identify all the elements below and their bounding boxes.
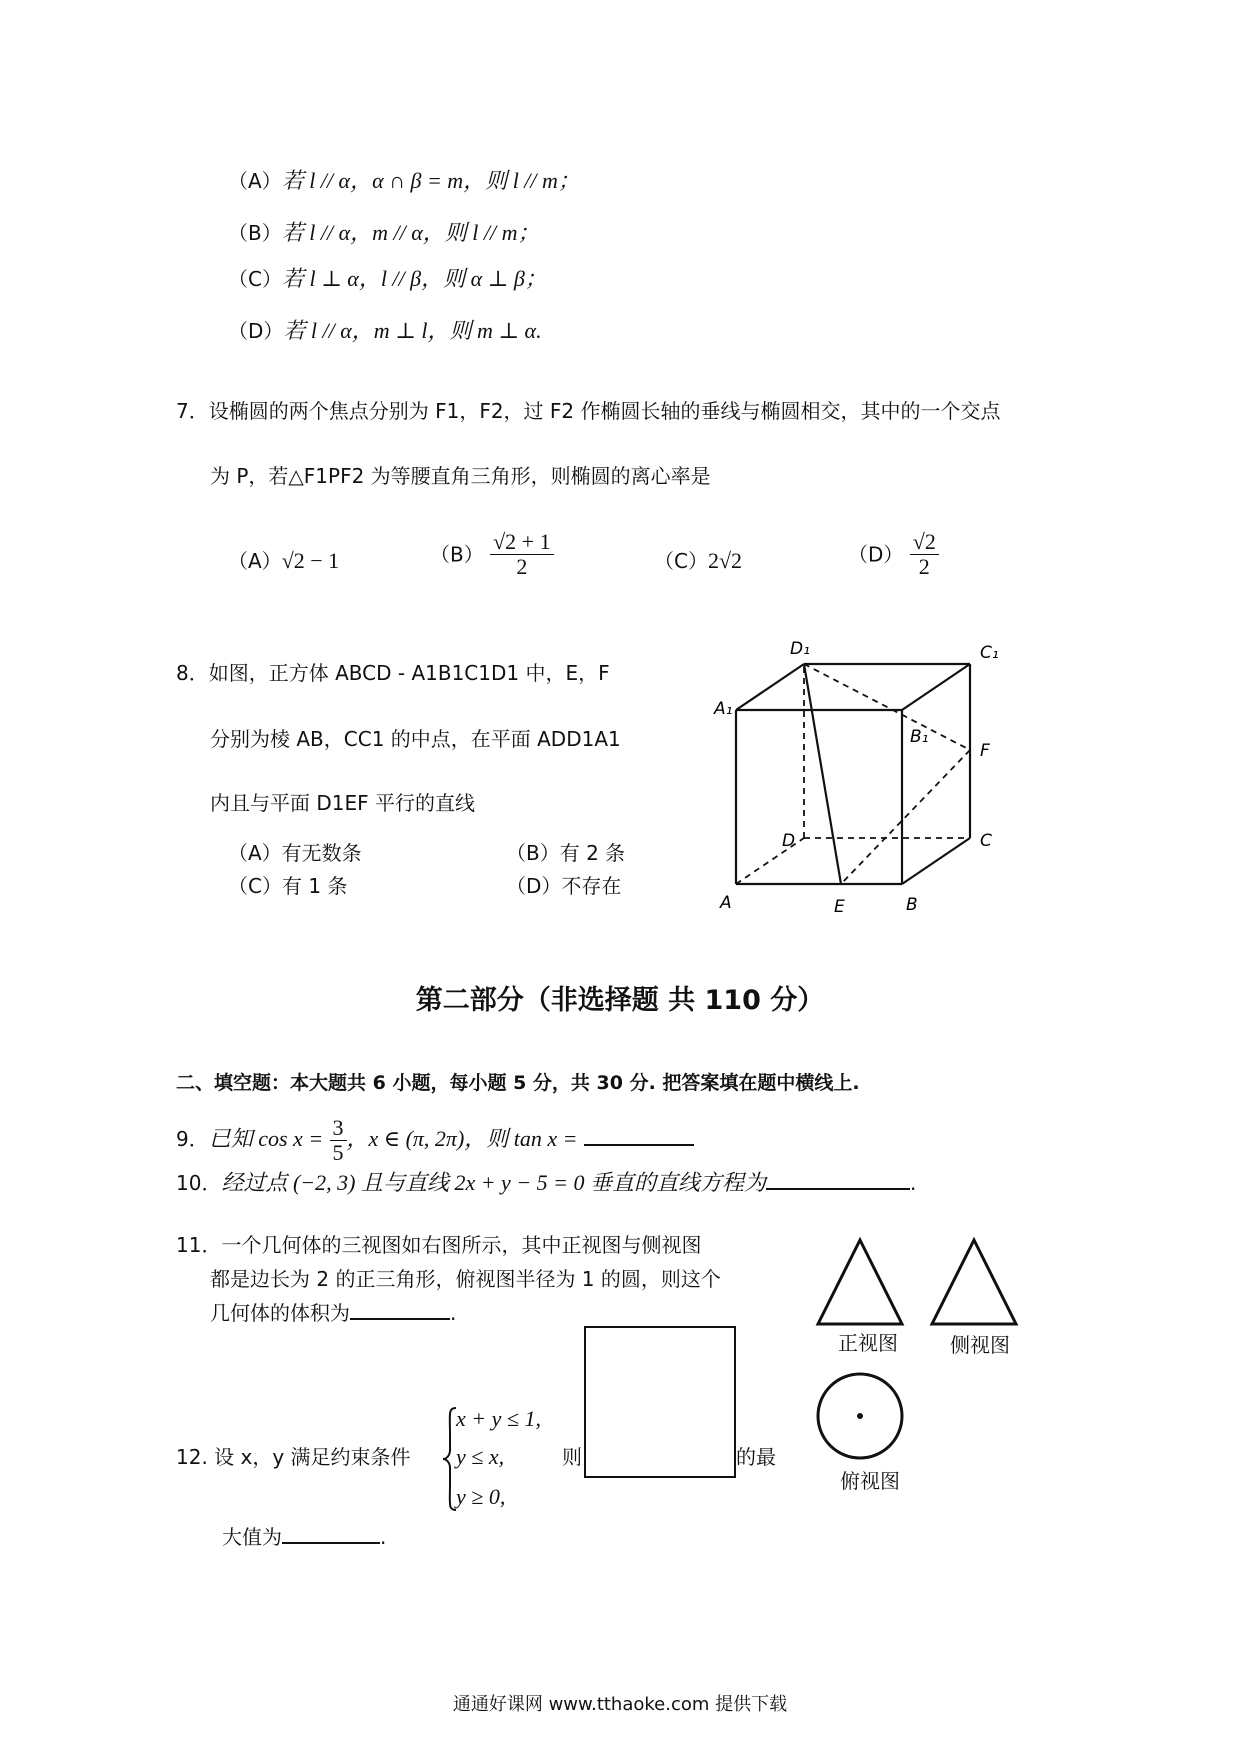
- numerator: √2 + 1: [490, 530, 553, 555]
- question-number: 11．: [176, 1233, 222, 1257]
- option-label: （B）: [430, 542, 484, 567]
- question-text: 设 x，y 满足约束条件: [214, 1445, 411, 1469]
- q8-line3: [210, 790, 475, 816]
- top-view-label: 俯视图: [840, 1469, 900, 1493]
- option-text: 若 l // α，m ⊥ l，则 m ⊥ α.: [283, 318, 542, 343]
- question-number: 7．: [176, 399, 209, 423]
- q7-option-c: [654, 548, 742, 574]
- fraction: [910, 530, 939, 579]
- front-view-label: 正视图: [838, 1331, 898, 1355]
- question-text: 分别为棱 AB，CC1 的中点，在平面 ADD1A1: [210, 727, 621, 751]
- option-label: （A）: [228, 549, 282, 573]
- option-label: （C）: [228, 267, 282, 291]
- question-text: 都是边长为 2 的正三角形，俯视图半径为 1 的圆，则这个: [210, 1267, 721, 1291]
- numerator: 3: [330, 1116, 347, 1141]
- q8-option-b: [506, 840, 625, 866]
- answer-blank[interactable]: [766, 1170, 910, 1190]
- q6-option-d: [228, 318, 542, 344]
- part2-heading: [176, 1070, 860, 1096]
- option-text: （B）有 2 条: [506, 841, 626, 865]
- cube-figure: [700, 630, 1020, 920]
- question-text: 经过点 (−2, 3) 且与直线 2x + y − 5 = 0 垂直的直线方程为: [221, 1170, 767, 1195]
- question-text: 一个几何体的三视图如右图所示，其中正视图与侧视图: [221, 1233, 702, 1257]
- option-text: （D）不存在: [506, 874, 622, 898]
- answer-blank[interactable]: [350, 1300, 450, 1320]
- question-text: 为 P，若△F1PF2 为等腰直角三角形，则椭圆的离心率是: [210, 464, 711, 488]
- q11-line1: [176, 1232, 701, 1258]
- q12-objective-box: [584, 1326, 736, 1478]
- option-label: （A）: [228, 169, 282, 193]
- question-number: 9．: [176, 1127, 209, 1151]
- q7-line2: [210, 463, 711, 489]
- q12-cond1: x + y ≤ 1,: [456, 1406, 541, 1431]
- cube-label-d: D: [782, 831, 796, 851]
- q6-option-a: [228, 168, 580, 194]
- q9: [176, 1112, 694, 1168]
- q6-option-b: [228, 220, 540, 246]
- denominator: 2: [516, 554, 528, 579]
- q8-line1: [176, 660, 610, 686]
- cube-label-a: A: [720, 893, 732, 913]
- option-label: （C）: [654, 549, 708, 573]
- question-text: 已知 cos x =: [208, 1126, 324, 1151]
- q10: [176, 1170, 916, 1196]
- punctuation: .: [910, 1171, 917, 1195]
- q8-option-a: [228, 840, 362, 866]
- side-view-label: 侧视图: [950, 1333, 1010, 1357]
- question-number: 8．: [176, 661, 209, 685]
- punctuation: .: [380, 1525, 387, 1549]
- fraction: [490, 530, 553, 579]
- question-text: ，x ∈ (π, 2π)，则 tan x =: [346, 1126, 578, 1151]
- fraction: [330, 1116, 347, 1165]
- footer: 通通好课网 www.tthaoke.com 提供下载: [452, 1694, 788, 1715]
- question-number: 12.: [176, 1445, 208, 1469]
- option-label: （B）: [228, 221, 282, 245]
- punctuation: .: [450, 1301, 457, 1325]
- cube-label-c1: C₁: [980, 643, 999, 663]
- question-text: 如图，正方体 ABCD - A1B1C1D1 中，E，F: [208, 661, 610, 685]
- q12-after-box: 的最: [736, 1445, 776, 1469]
- question-text: 大值为: [222, 1525, 282, 1549]
- q11-line3: [210, 1300, 456, 1326]
- option-text: 若 l // α，m // α，则 l // m；: [281, 220, 540, 245]
- q7-option-d: [848, 530, 939, 579]
- option-text: （C）有 1 条: [228, 874, 348, 898]
- option-value: 2√2: [707, 548, 743, 573]
- q8-option-c: [228, 873, 347, 899]
- cube-label-a1: A₁: [714, 699, 733, 719]
- option-text: （A）有无数条: [228, 841, 362, 865]
- question-number: 10．: [176, 1171, 222, 1195]
- top-view-center-dot: [857, 1413, 863, 1419]
- question-text: 内且与平面 D1EF 平行的直线: [210, 791, 475, 815]
- option-label: （D）: [848, 542, 904, 567]
- numerator: √2: [910, 530, 939, 555]
- question-text: 设椭圆的两个焦点分别为 F1，F2，过 F2 作椭圆长轴的垂线与椭圆相交，其中的一个交点: [208, 399, 1001, 423]
- q6-option-c: [228, 266, 547, 292]
- option-label: （D）: [228, 319, 284, 343]
- question-text: 几何体的体积为: [210, 1301, 350, 1325]
- side-view-triangle: [932, 1240, 1016, 1324]
- option-text: 若 l // α，α ∩ β = m，则 l // m；: [281, 168, 580, 193]
- q12-prefix: [176, 1444, 411, 1470]
- q8-line2: [210, 726, 621, 752]
- option-value: √2 − 1: [281, 548, 340, 573]
- denominator: 2: [918, 554, 930, 579]
- front-view-triangle: [818, 1240, 902, 1324]
- q7-option-b: [430, 530, 554, 579]
- q11-line2: [210, 1266, 721, 1292]
- cube-label-b1: B₁: [910, 727, 929, 747]
- answer-blank[interactable]: [584, 1126, 694, 1146]
- answer-blank[interactable]: [282, 1524, 380, 1544]
- three-views-figure: [810, 1232, 1040, 1502]
- cube-label-e: E: [834, 897, 845, 917]
- q12-cond2: y ≤ x,: [456, 1444, 505, 1469]
- option-text: 若 l ⊥ α，l // β，则 α ⊥ β；: [281, 266, 547, 291]
- cube-label-d1: D₁: [790, 639, 810, 659]
- q12-then: 则: [562, 1445, 582, 1469]
- cube-label-f: F: [980, 741, 990, 761]
- q7-option-a: [228, 548, 339, 574]
- q7-line1: [176, 398, 1001, 424]
- q12-cond3: y ≥ 0,: [456, 1484, 506, 1509]
- section-title: 第二部分（非选择题 共 110 分）: [415, 985, 825, 1016]
- q8-option-d: [506, 873, 621, 899]
- cube-label-b: B: [906, 895, 918, 915]
- heading-text: 二、填空题：本大题共 6 小题，每小题 5 分，共 30 分. 把答案填在题中横线上.: [176, 1072, 860, 1094]
- cube-label-c: C: [980, 831, 992, 851]
- denominator: 5: [332, 1140, 344, 1165]
- q12-line2: [222, 1524, 386, 1550]
